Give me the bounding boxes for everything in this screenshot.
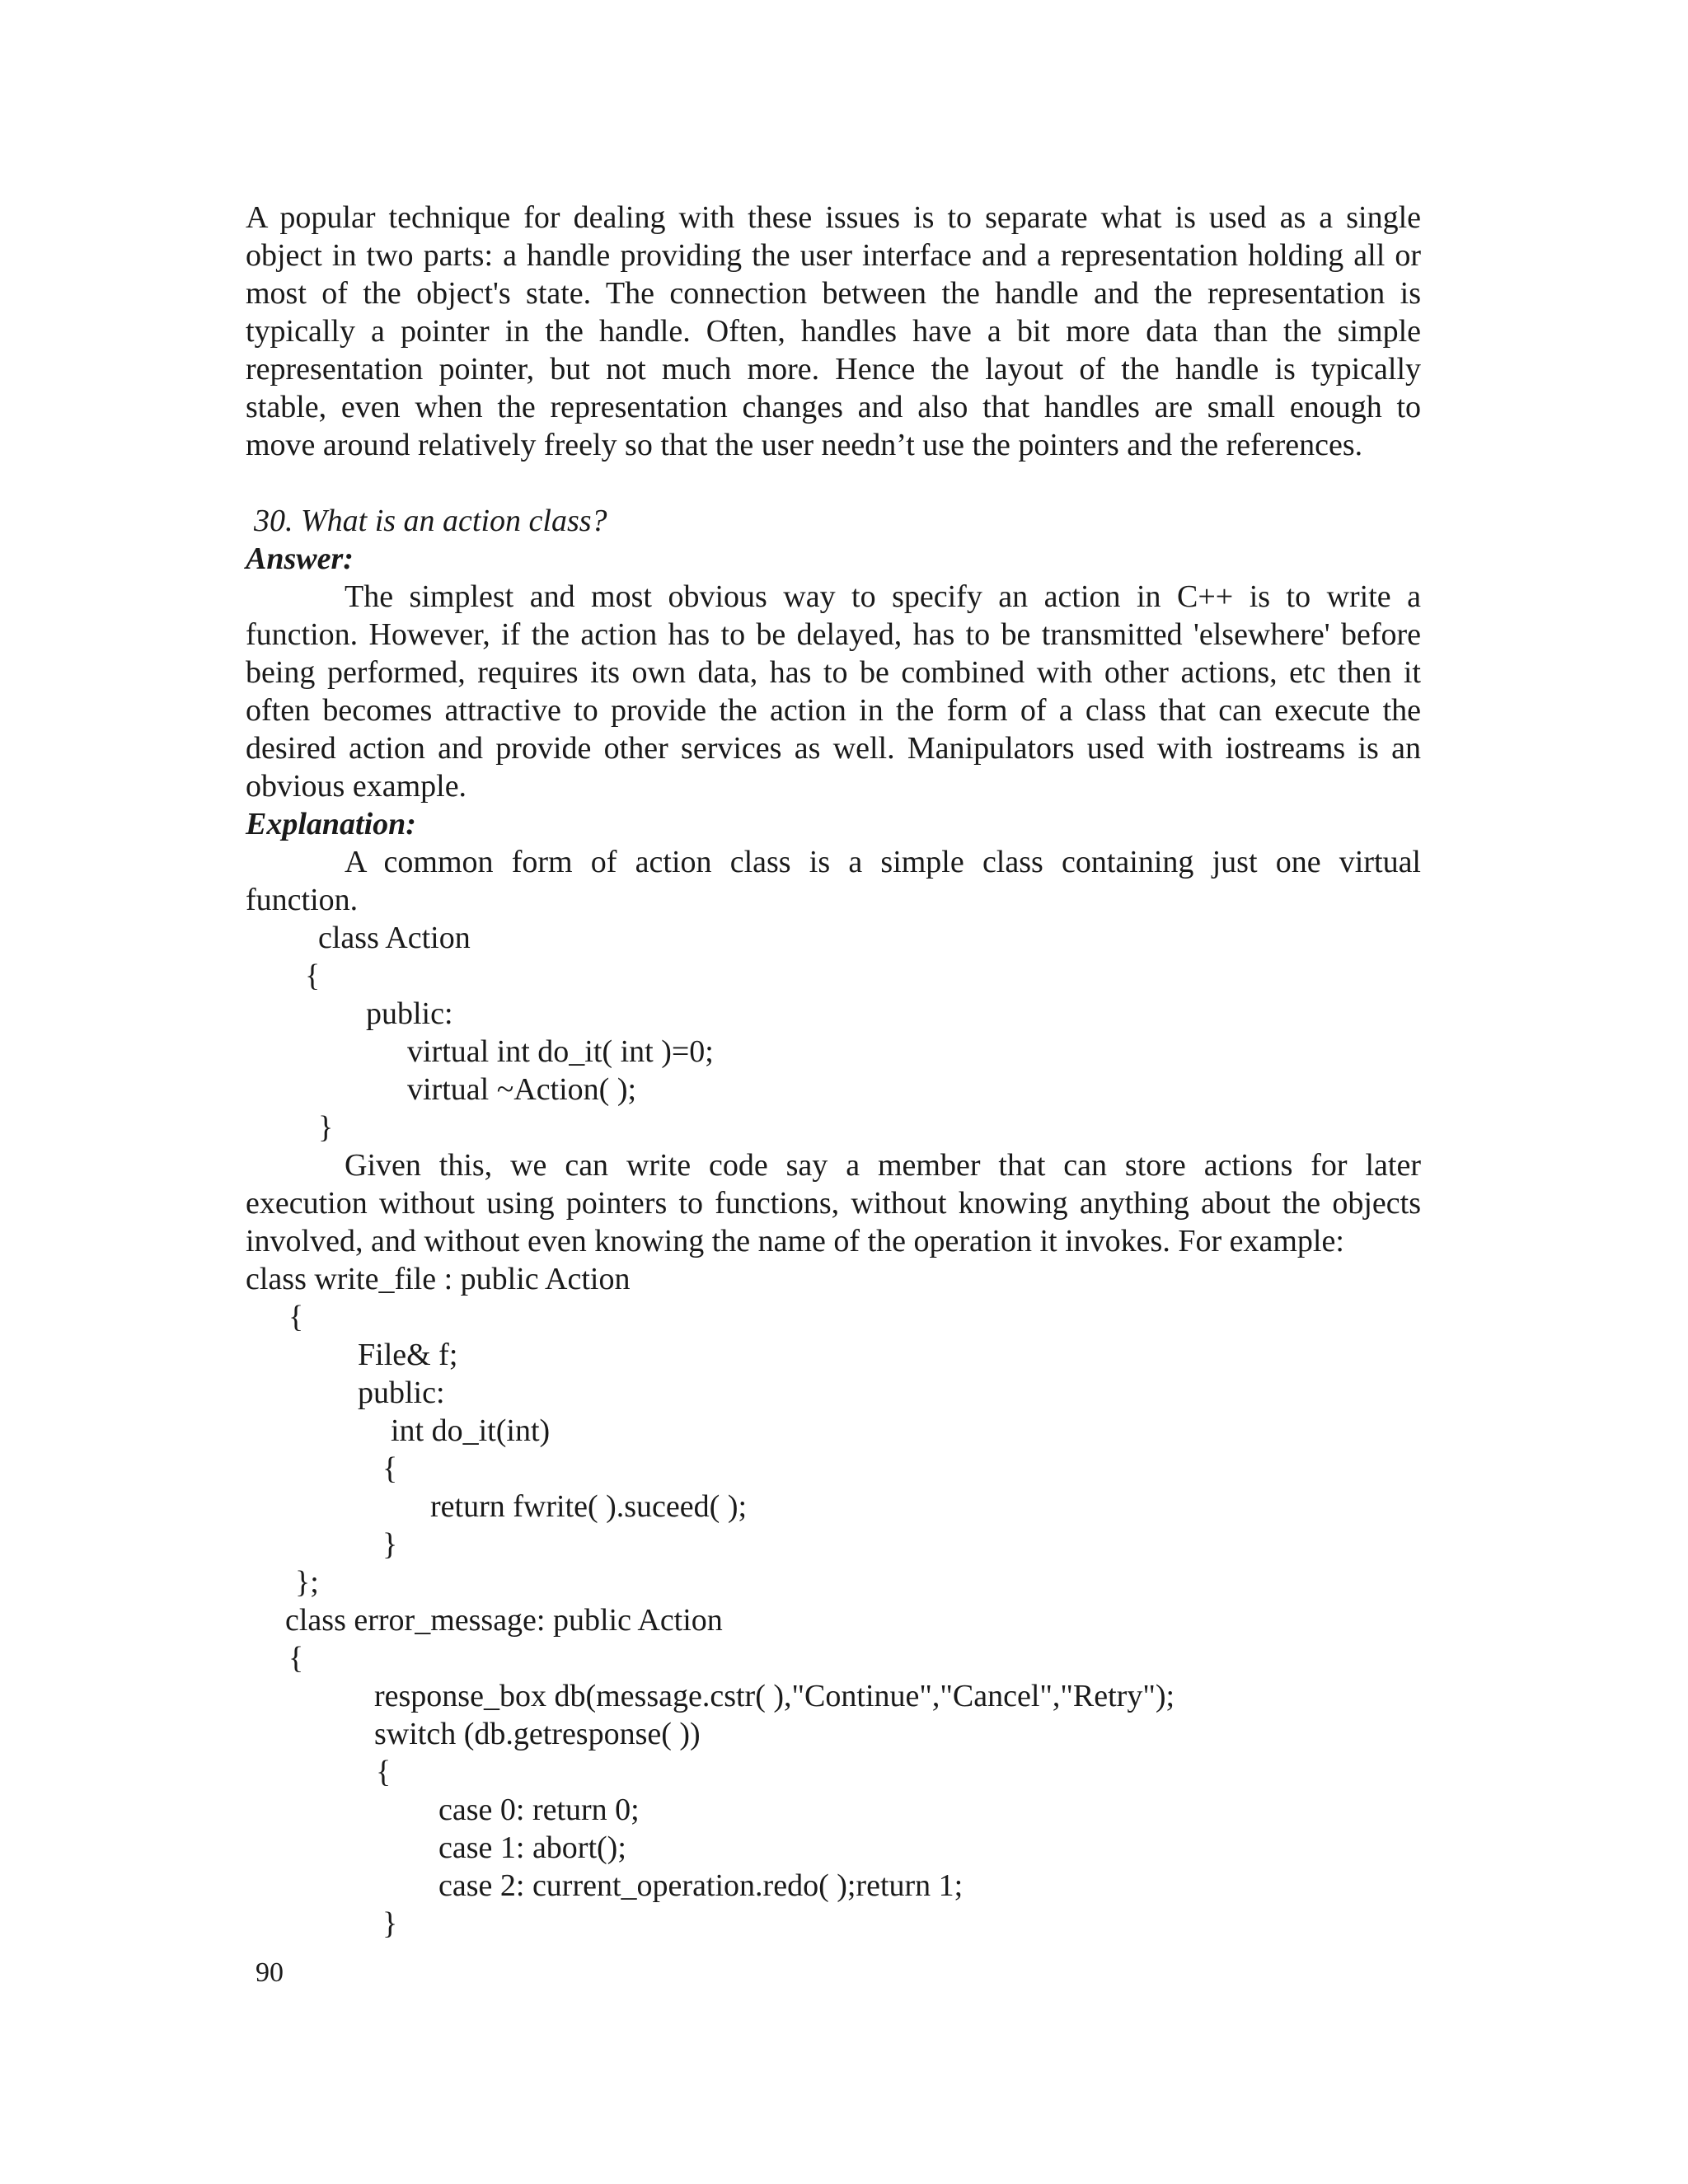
code-line: return fwrite( ).suceed( ); [430, 1489, 748, 1524]
explanation-label: Explanation: [246, 807, 416, 841]
code-line: switch (db.getresponse( )) [374, 1717, 701, 1751]
code-line: class Action [318, 921, 471, 955]
page-number: 90 [256, 1957, 284, 1988]
code-line: case 1: abort(); [438, 1830, 626, 1865]
intro-line: stable, even when the representation changes and also that handles are small enough to [246, 390, 1421, 424]
code-line: response_box db(message.cstr( ),"Continue","Cancel","Retry"); [374, 1679, 1175, 1713]
code-line: }; [295, 1565, 319, 1600]
code-line: { [382, 1451, 398, 1486]
explanation-line: function. [246, 883, 359, 917]
code-line: } [382, 1527, 398, 1562]
code-line: public: [358, 1376, 445, 1410]
code-line: class write_file : public Action [246, 1262, 631, 1296]
code-line: { [288, 1641, 304, 1675]
code-line: { [288, 1300, 304, 1334]
intro-line: A popular technique for dealing with these issues is to separate what is used as a single [246, 200, 1421, 235]
code-line: File& f; [358, 1338, 458, 1372]
code-line: { [376, 1755, 392, 1789]
explanation-line: A common form of action class is a simple class containing just one virtual [345, 845, 1421, 879]
intro-line: object in two parts: a handle providing the user interface and a representation holding all or [246, 238, 1421, 273]
answer-line: being performed, requires its own data, has to be combined with other actions, etc then it [246, 655, 1421, 690]
code-line: case 2: current_operation.redo( );return 1; [438, 1868, 964, 1903]
intro-line: typically a pointer in the handle. Often, handles have a bit more data than the simple [246, 314, 1421, 349]
answer-line: obvious example. [246, 769, 467, 804]
given-line: involved, and without even knowing the name of the operation it invokes. For example: [246, 1224, 1344, 1258]
code-line: case 0: return 0; [438, 1793, 640, 1827]
code-line: int do_it(int) [391, 1413, 551, 1448]
code-line: public: [366, 996, 453, 1031]
intro-line: most of the object's state. The connection between the handle and the representation is [246, 276, 1421, 311]
code-line: virtual ~Action( ); [407, 1072, 637, 1107]
intro-line: move around relatively freely so that the user needn’t use the pointers and the references. [246, 428, 1363, 462]
given-line: execution without using pointers to functions, without knowing anything about the objects [246, 1186, 1421, 1221]
answer-line: often becomes attractive to provide the action in the form of a class that can execute the [246, 693, 1421, 728]
code-line: } [382, 1906, 398, 1941]
code-line: class error_message: public Action [285, 1603, 723, 1638]
answer-line: The simplest and most obvious way to specify an action in C++ is to write a [345, 579, 1421, 614]
code-line: { [305, 958, 321, 993]
intro-line: representation pointer, but not much more. Hence the layout of the handle is typically [246, 352, 1421, 387]
given-line: Given this, we can write code say a member that can store actions for later [345, 1148, 1421, 1183]
answer-line: function. However, if the action has to be delayed, has to be transmitted 'elsewhere' before [246, 617, 1421, 652]
answer-label: Answer: [246, 541, 354, 576]
code-line: } [318, 1110, 334, 1145]
answer-line: desired action and provide other services as well. Manipulators used with iostreams is an [246, 731, 1421, 766]
code-line: virtual int do_it( int )=0; [407, 1034, 714, 1069]
question-heading: 30. What is an action class? [254, 504, 607, 538]
